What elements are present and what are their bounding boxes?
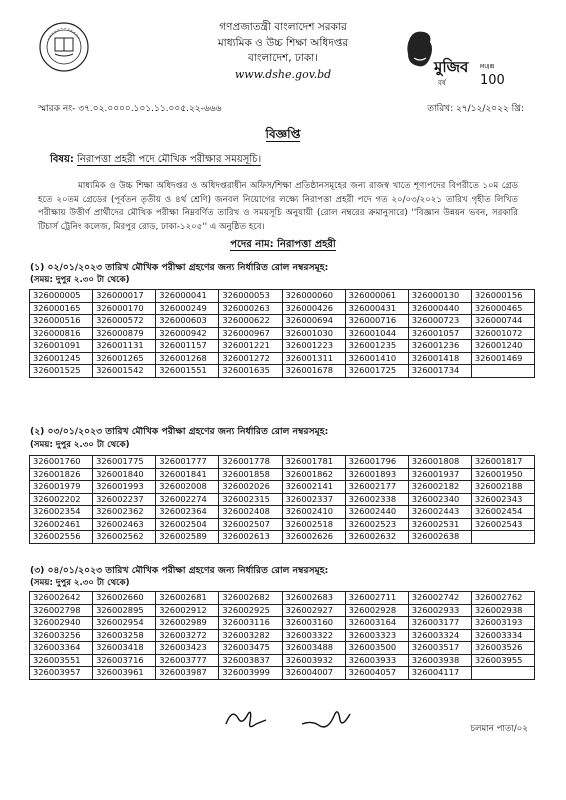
roll-cell: 326003551 (30, 654, 93, 667)
mujib-borsho-logo (400, 28, 508, 88)
section-1-title: (১) ০২/০১/২০২৩ তারিখ মৌখিক পরীক্ষা গ্রহণের জন্য নির্ধারিত রোল নম্বরসমূহ: (30, 262, 329, 273)
roll-cell: 326002632 (345, 531, 408, 544)
roll-cell: 326001937 (408, 468, 471, 481)
roll-cell: 326001817 (471, 456, 534, 469)
roll-cell: 326001808 (408, 456, 471, 469)
roll-cell: 326002933 (408, 604, 471, 617)
roll-cell: 326002440 (345, 506, 408, 519)
roll-cell: 326002182 (408, 481, 471, 494)
mujib-en-text: MUJIB (480, 64, 495, 70)
roll-cell: 326003777 (156, 654, 219, 667)
roll-cell: 326001678 (282, 365, 345, 378)
roll-cell: 326002912 (156, 604, 219, 617)
roll-cell: 326003961 (93, 667, 156, 680)
roll-cell: 326003418 (93, 642, 156, 655)
roll-cell: 326002660 (93, 592, 156, 605)
table-row (30, 340, 535, 353)
roll-cell: 326002681 (156, 592, 219, 605)
roll-cell: 326000716 (345, 315, 408, 328)
roll-cell: 326000723 (408, 315, 471, 328)
section-3-time: (সময়: দুপুর ২.৩০ টা থেকে) (30, 578, 130, 588)
roll-cell: 326002337 (282, 493, 345, 506)
roll-cell: 326000967 (219, 327, 282, 340)
signature-2 (298, 702, 358, 738)
roll-cell: 326002742 (408, 592, 471, 605)
roll-cell: 326003322 (282, 629, 345, 642)
location: বাংলাদেশ, ঢাকা। (247, 52, 319, 64)
table-row (30, 493, 535, 506)
letterhead (150, 20, 416, 82)
roll-cell: 326000053 (219, 290, 282, 303)
roll-cell: 326000170 (93, 302, 156, 315)
table-row (30, 629, 535, 642)
roll-cell: 326002354 (30, 506, 93, 519)
roll-cell: 326001131 (93, 340, 156, 353)
roll-cell: 326003488 (282, 642, 345, 655)
roll-cell: 326002340 (408, 493, 471, 506)
roll-cell: 326003116 (219, 617, 282, 630)
roll-cell: 326002202 (30, 493, 93, 506)
roll-cell: 326003258 (93, 629, 156, 642)
table-row (30, 290, 535, 303)
roll-cell: 326001240 (471, 340, 534, 353)
roll-cell: 326001223 (282, 340, 345, 353)
roll-cell: 326000060 (282, 290, 345, 303)
roll-cell: 326002364 (156, 506, 219, 519)
roll-cell: 326001272 (219, 352, 282, 365)
roll-cell: 326002408 (219, 506, 282, 519)
roll-cell: 326001862 (282, 468, 345, 481)
roll-cell: 326000694 (282, 315, 345, 328)
roll-cell: 326000431 (345, 302, 408, 315)
roll-cell: 326001826 (30, 468, 93, 481)
roll-cell: 326003500 (345, 642, 408, 655)
roll-cell: 326001236 (408, 340, 471, 353)
memo-number: স্মারক নং- ৩৭.০২.০০০০.১০১.১১.০০৫.২২-৬৬৬ (38, 104, 222, 114)
roll-cell: 326002507 (219, 518, 282, 531)
roll-cell: 326004057 (345, 667, 408, 680)
roll-cell: 326000516 (30, 315, 93, 328)
roll-cell: 326003517 (408, 642, 471, 655)
roll-cell: 326000249 (156, 302, 219, 315)
roll-cell: 326002626 (282, 531, 345, 544)
continued-page-note: চলমান পাতা/০২ (470, 724, 528, 734)
roll-cell: 326002026 (219, 481, 282, 494)
roll-cell (471, 365, 534, 378)
notice-title: বিজ্ঞপ্তি (265, 127, 301, 141)
roll-cell: 326001858 (219, 468, 282, 481)
roll-cell: 326000942 (156, 327, 219, 340)
roll-cell: 326003933 (345, 654, 408, 667)
roll-cell: 326001734 (408, 365, 471, 378)
roll-cell: 326000017 (93, 290, 156, 303)
signature-1 (222, 704, 272, 738)
roll-cell: 326003837 (219, 654, 282, 667)
roll-cell: 326001760 (30, 456, 93, 469)
roll-cell: 326003164 (345, 617, 408, 630)
roll-cell: 326002589 (156, 531, 219, 544)
roll-cell: 326000426 (282, 302, 345, 315)
roll-cell: 326000005 (30, 290, 93, 303)
roll-cell: 326002531 (408, 518, 471, 531)
roll-cell: 326003932 (282, 654, 345, 667)
table-row (30, 481, 535, 494)
roll-cell: 326000572 (93, 315, 156, 328)
roll-cell: 326001840 (93, 468, 156, 481)
roll-cell: 326002454 (471, 506, 534, 519)
section-2-title: (২) ০৩/০১/২০২৩ তারিখ মৌখিক পরীক্ষা গ্রহণের জন্য নির্ধারিত রোল নম্বরসমূহ: (30, 426, 329, 437)
roll-cell: 326002613 (219, 531, 282, 544)
table-row (30, 617, 535, 630)
roll-cell: 326001781 (282, 456, 345, 469)
roll-cell: 326001245 (30, 352, 93, 365)
borsho-text: বর্ষ (438, 79, 446, 87)
subject-label: বিষয়: (50, 154, 74, 165)
roll-cell: 326001418 (408, 352, 471, 365)
roll-cell: 326001221 (219, 340, 282, 353)
roll-cell: 326003364 (30, 642, 93, 655)
roll-cell: 326002410 (282, 506, 345, 519)
roll-cell: 326002954 (93, 617, 156, 630)
roll-cell: 326000603 (156, 315, 219, 328)
roll-cell: 326002338 (345, 493, 408, 506)
roll-cell: 326002504 (156, 518, 219, 531)
roll-cell: 326001725 (345, 365, 408, 378)
table-row (30, 506, 535, 519)
roll-cell: 326001311 (282, 352, 345, 365)
roll-cell: 326001057 (408, 327, 471, 340)
table-row (30, 531, 535, 544)
roll-cell: 326002177 (345, 481, 408, 494)
roll-cell: 326001775 (93, 456, 156, 469)
table-row (30, 456, 535, 469)
roll-cell: 326001525 (30, 365, 93, 378)
roll-cell: 326002237 (93, 493, 156, 506)
roll-cell: 326001030 (282, 327, 345, 340)
roll-cell: 326003526 (471, 642, 534, 655)
roll-cell: 326002798 (30, 604, 93, 617)
roll-cell (471, 531, 534, 544)
roll-cell: 326003716 (93, 654, 156, 667)
section-2-time: (সময়: দুপুর ২.৩০ টা থেকে) (30, 440, 130, 450)
mujib-text: মুজিব (434, 58, 469, 76)
table-row (30, 604, 535, 617)
directorate-name: মাধ্যমিক ও উচ্চ শিক্ষা অধিদপ্তর (217, 36, 349, 49)
roll-cell: 326001796 (345, 456, 408, 469)
roll-cell: 326002523 (345, 518, 408, 531)
section-1-time: (সময়: দুপুর ২.৩০ টা থেকে) (30, 275, 130, 285)
roll-cell: 326002543 (471, 518, 534, 531)
roll-cell: 326000061 (345, 290, 408, 303)
roll-cell: 326003323 (345, 629, 408, 642)
table-row (30, 642, 535, 655)
roll-cell: 326000156 (471, 290, 534, 303)
roll-cell: 326001778 (219, 456, 282, 469)
roll-cell: 326001072 (471, 327, 534, 340)
roll-cell: 326001091 (30, 340, 93, 353)
roll-cell: 326002518 (282, 518, 345, 531)
roll-cell: 326000622 (219, 315, 282, 328)
roll-cell: 326002463 (93, 518, 156, 531)
memo-date: তারিখ: ২৭/১২/২০২২ খ্রি: (427, 104, 524, 114)
table-row (30, 365, 535, 378)
roll-cell: 326002762 (471, 592, 534, 605)
roll-cell: 326002461 (30, 518, 93, 531)
subject-text: নিরাপত্তা প্রহরী পদে মৌখিক পরীক্ষার সময়সূচি। (77, 154, 262, 165)
roll-cell: 326000465 (471, 302, 534, 315)
roll-cell: 326001979 (30, 481, 93, 494)
roll-cell: 326000744 (471, 315, 534, 328)
roll-cell: 326001265 (93, 352, 156, 365)
roll-cell: 326002556 (30, 531, 93, 544)
roll-cell: 326003334 (471, 629, 534, 642)
section-3-roll-table (29, 591, 535, 680)
table-row (30, 327, 535, 340)
roll-cell: 326000816 (30, 327, 93, 340)
roll-cell: 326001157 (156, 340, 219, 353)
roll-cell: 326002927 (282, 604, 345, 617)
website: www.dshe.gov.bd (234, 67, 332, 81)
roll-cell: 326001551 (156, 365, 219, 378)
roll-cell: 326000879 (93, 327, 156, 340)
roll-cell: 326000440 (408, 302, 471, 315)
roll-cell: 326003256 (30, 629, 93, 642)
roll-cell: 326002925 (219, 604, 282, 617)
roll-cell: 326003938 (408, 654, 471, 667)
roll-cell: 326002008 (156, 481, 219, 494)
table-row (30, 352, 535, 365)
roll-cell: 326002362 (93, 506, 156, 519)
roll-cell: 326004007 (282, 667, 345, 680)
roll-cell: 326002989 (156, 617, 219, 630)
table-row (30, 315, 535, 328)
body-paragraph: মাধ্যমিক ও উচ্চ শিক্ষা অধিদপ্তর ও অধিদপ্তরাধীন অফিস/শিক্ষা প্রতিষ্ঠানসমূহের জন্য রাজস্ব খাতে শূণ্যপদের বিপরীতে ১০ম গ্রেড হতে ২০তম গ্রেডের (পূর্বতন তৃতীয় ও ৪র্থ শ্রেণি) জনবল নিয়োগের লক্ষ্যে নিরাপত্তা প্রহরী পদে গত ২০/০৩/২০২১ তারিখ গৃহীত লিখিত পরীক্ষায় উত্তীর্ণ প্রার্থীদের মৌখিক পরীক্ষা নিম্নবর্ণিত তারিখ ও সময়সূচি অনুযায়ী (রোল নম্বরের ক্রমানুসারে) ''বিজ্ঞান উন্নয়ন ভবন, সরকারি টিচার্স ট্রেনিং কলেজ, মিরপুর রোড, ঢাকা-১২০৫'' এ অনুষ্ঠিত হবে। (38, 181, 518, 232)
roll-cell: 326002188 (471, 481, 534, 494)
roll-cell: 326001542 (93, 365, 156, 378)
roll-cell: 326001469 (471, 352, 534, 365)
roll-cell: 326002638 (408, 531, 471, 544)
roll-cell: 326003282 (219, 629, 282, 642)
roll-cell: 326002928 (345, 604, 408, 617)
roll-cell: 326002274 (156, 493, 219, 506)
roll-cell: 326002315 (219, 493, 282, 506)
roll-cell: 326003272 (156, 629, 219, 642)
table-row (30, 468, 535, 481)
roll-cell: 326002343 (471, 493, 534, 506)
roll-cell: 326003999 (219, 667, 282, 680)
roll-cell: 326002940 (30, 617, 93, 630)
roll-cell: 326002895 (93, 604, 156, 617)
roll-cell: 326003957 (30, 667, 93, 680)
roll-cell: 326003177 (408, 617, 471, 630)
hundred-text: 100 (480, 73, 505, 88)
section-3-title: (৩) ০৪/০১/২০২৩ তারিখ মৌখিক পরীক্ষা গ্রহণের জন্য নির্ধারিত রোল নম্বরসমূহ: (30, 565, 329, 576)
roll-cell: 326000165 (30, 302, 93, 315)
roll-cell: 326000130 (408, 290, 471, 303)
roll-cell: 326003475 (219, 642, 282, 655)
roll-cell: 326003324 (408, 629, 471, 642)
roll-cell: 326002683 (282, 592, 345, 605)
roll-cell: 326001950 (471, 468, 534, 481)
roll-cell: 326001268 (156, 352, 219, 365)
roll-cell: 326002711 (345, 592, 408, 605)
roll-cell: 326001993 (93, 481, 156, 494)
table-row (30, 302, 535, 315)
roll-cell: 326001410 (345, 352, 408, 365)
roll-cell: 326001044 (345, 327, 408, 340)
roll-cell: 326001235 (345, 340, 408, 353)
roll-cell: 326002642 (30, 592, 93, 605)
roll-cell: 326003193 (471, 617, 534, 630)
roll-cell: 326000041 (156, 290, 219, 303)
roll-cell: 326001841 (156, 468, 219, 481)
roll-cell (471, 667, 534, 680)
roll-cell: 326002562 (93, 531, 156, 544)
section-1-roll-table (29, 289, 535, 378)
roll-cell: 326002443 (408, 506, 471, 519)
roll-cell: 326002141 (282, 481, 345, 494)
table-row (30, 667, 535, 680)
roll-cell: 326002938 (471, 604, 534, 617)
govt-name: গণপ্রজাতন্ত্রী বাংলাদেশ সরকার (219, 21, 347, 33)
roll-cell: 326003160 (282, 617, 345, 630)
roll-cell: 326003423 (156, 642, 219, 655)
roll-cell: 326003955 (471, 654, 534, 667)
post-title: পদের নাম: নিরাপত্তা প্রহরী (230, 239, 336, 250)
table-row (30, 654, 535, 667)
roll-cell: 326001635 (219, 365, 282, 378)
roll-cell: 326001893 (345, 468, 408, 481)
roll-cell: 326003987 (156, 667, 219, 680)
roll-cell: 326000263 (219, 302, 282, 315)
table-row (30, 592, 535, 605)
roll-cell: 326002682 (219, 592, 282, 605)
roll-cell: 326004117 (408, 667, 471, 680)
dshe-logo (38, 20, 90, 80)
table-row (30, 518, 535, 531)
section-2-roll-table (29, 455, 535, 544)
subject-line (50, 152, 261, 169)
roll-cell: 326001777 (156, 456, 219, 469)
